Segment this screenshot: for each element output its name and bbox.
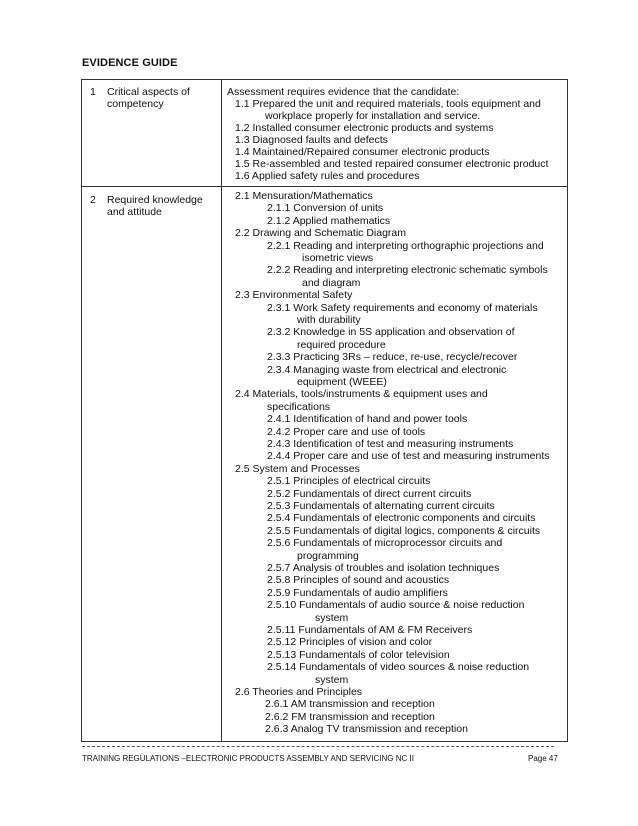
knowledge-item: 2.3.3 Practicing 3Rs – reduce, re-use, recycle/recover — [267, 351, 518, 364]
knowledge-item: 2.5.8 Principles of sound and acoustics — [267, 574, 450, 587]
evidence-line: 1.1 Prepared the unit and required materials, tools equipment and — [235, 98, 541, 110]
knowledge-item: 2.5.11 Fundamentals of AM & FM Receivers — [267, 624, 473, 636]
knowledge-item: system — [315, 611, 349, 624]
knowledge-item: 2.5.4 Fundamentals of electronic components and circuits — [267, 512, 536, 525]
footer-rule — [82, 746, 554, 747]
knowledge-item: 2.6.1 AM transmission and reception — [265, 698, 435, 711]
knowledge-item: 2.3.2 Knowledge in 5S application and observation of — [267, 326, 515, 339]
knowledge-item: isometric views — [302, 252, 374, 264]
row-number: 1 — [90, 86, 96, 98]
knowledge-item: 2.4.1 Identification of hand and power tools — [267, 413, 468, 426]
knowledge-item: programming — [297, 549, 359, 562]
knowledge-item: required procedure — [297, 338, 386, 351]
knowledge-item: system — [315, 673, 349, 686]
knowledge-item: 2.5.6 Fundamentals of microprocessor circuits and — [267, 537, 503, 550]
knowledge-item: 2.1.1 Conversion of units — [267, 202, 384, 215]
knowledge-item: 2.5.5 Fundamentals of digital logics, components & circuits — [267, 524, 541, 537]
evidence-line: 1.5 Re-assembled and tested repaired consumer electronic product — [235, 158, 549, 170]
footer-text: TRAINING REGULATIONS –ELECTRONIC PRODUCTS ASSEMBLY AND SERVICING NC II — [82, 754, 414, 763]
page-number: Page 47 — [528, 754, 558, 763]
knowledge-heading: 2.2 Drawing and Schematic Diagram — [235, 227, 406, 240]
evidence-line: 1.4 Maintained/Repaired consumer electronic products — [235, 146, 490, 158]
row-label: Required knowledge — [107, 194, 203, 206]
knowledge-item: 2.2.1 Reading and interpreting orthographic projections and — [267, 239, 544, 252]
knowledge-heading: 2.4 Materials, tools/instruments & equipment uses and — [235, 388, 488, 401]
knowledge-item: 2.5.7 Analysis of troubles and isolation techniques — [267, 562, 500, 574]
knowledge-item: 2.5.14 Fundamentals of video sources & noise reduction — [267, 661, 530, 674]
knowledge-heading: 2.5 System and Processes — [235, 462, 360, 475]
row-label: competency — [107, 98, 164, 110]
column-divider — [221, 80, 222, 741]
knowledge-item: 2.5.9 Fundamentals of audio amplifiers — [267, 586, 448, 599]
knowledge-item: 2.4.3 Identification of test and measuring instruments — [267, 438, 514, 450]
knowledge-heading: 2.6 Theories and Principles — [235, 686, 363, 698]
row-number: 2 — [90, 194, 96, 206]
knowledge-heading: specifications — [267, 400, 331, 413]
knowledge-item: 2.5.1 Principles of electrical circuits — [267, 475, 431, 488]
knowledge-item: 2.6.3 Analog TV transmission and reception — [265, 723, 468, 736]
page-title: EVIDENCE GUIDE — [82, 57, 178, 69]
knowledge-item: 2.4.4 Proper care and use of test and measuring instruments — [267, 450, 550, 463]
knowledge-item: 2.2.2 Reading and interpreting electronic schematic symbols — [267, 264, 548, 277]
knowledge-item: 2.3.1 Work Safety requirements and economy of materials — [267, 301, 538, 314]
row-label: Critical aspects of — [107, 86, 190, 98]
knowledge-item: 2.3.4 Managing waste from electrical and electronic — [267, 363, 507, 376]
evidence-line: 1.2 Installed consumer electronic products and systems — [235, 122, 494, 134]
evidence-guide-table — [81, 79, 568, 742]
evidence-line: Assessment requires evidence that the candidate: — [227, 86, 460, 98]
knowledge-heading: 2.1 Mensuration/Mathematics — [235, 190, 373, 202]
evidence-line: workplace properly for installation and service. — [265, 110, 481, 122]
knowledge-item: 2.1.2 Applied mathematics — [267, 214, 391, 227]
row-divider — [82, 186, 567, 187]
knowledge-item: and diagram — [302, 276, 361, 289]
knowledge-item: 2.5.3 Fundamentals of alternating current circuits — [267, 500, 495, 512]
evidence-line: 1.3 Diagnosed faults and defects — [235, 134, 388, 146]
knowledge-item: with durability — [297, 314, 361, 326]
knowledge-item: 2.5.2 Fundamentals of direct current circuits — [267, 487, 472, 500]
row-label: and attitude — [107, 206, 162, 218]
knowledge-item: equipment (WEEE) — [297, 376, 387, 388]
knowledge-item: 2.6.2 FM transmission and reception — [265, 710, 435, 723]
knowledge-item: 2.5.12 Principles of vision and color — [267, 636, 433, 649]
knowledge-item: 2.5.10 Fundamentals of audio source & noise reduction — [267, 599, 525, 612]
knowledge-item: 2.5.13 Fundamentals of color television — [267, 648, 450, 661]
knowledge-heading: 2.3 Environmental Safety — [235, 289, 353, 302]
knowledge-item: 2.4.2 Proper care and use of tools — [267, 425, 426, 438]
evidence-line: 1.6 Applied safety rules and procedures — [235, 170, 420, 182]
